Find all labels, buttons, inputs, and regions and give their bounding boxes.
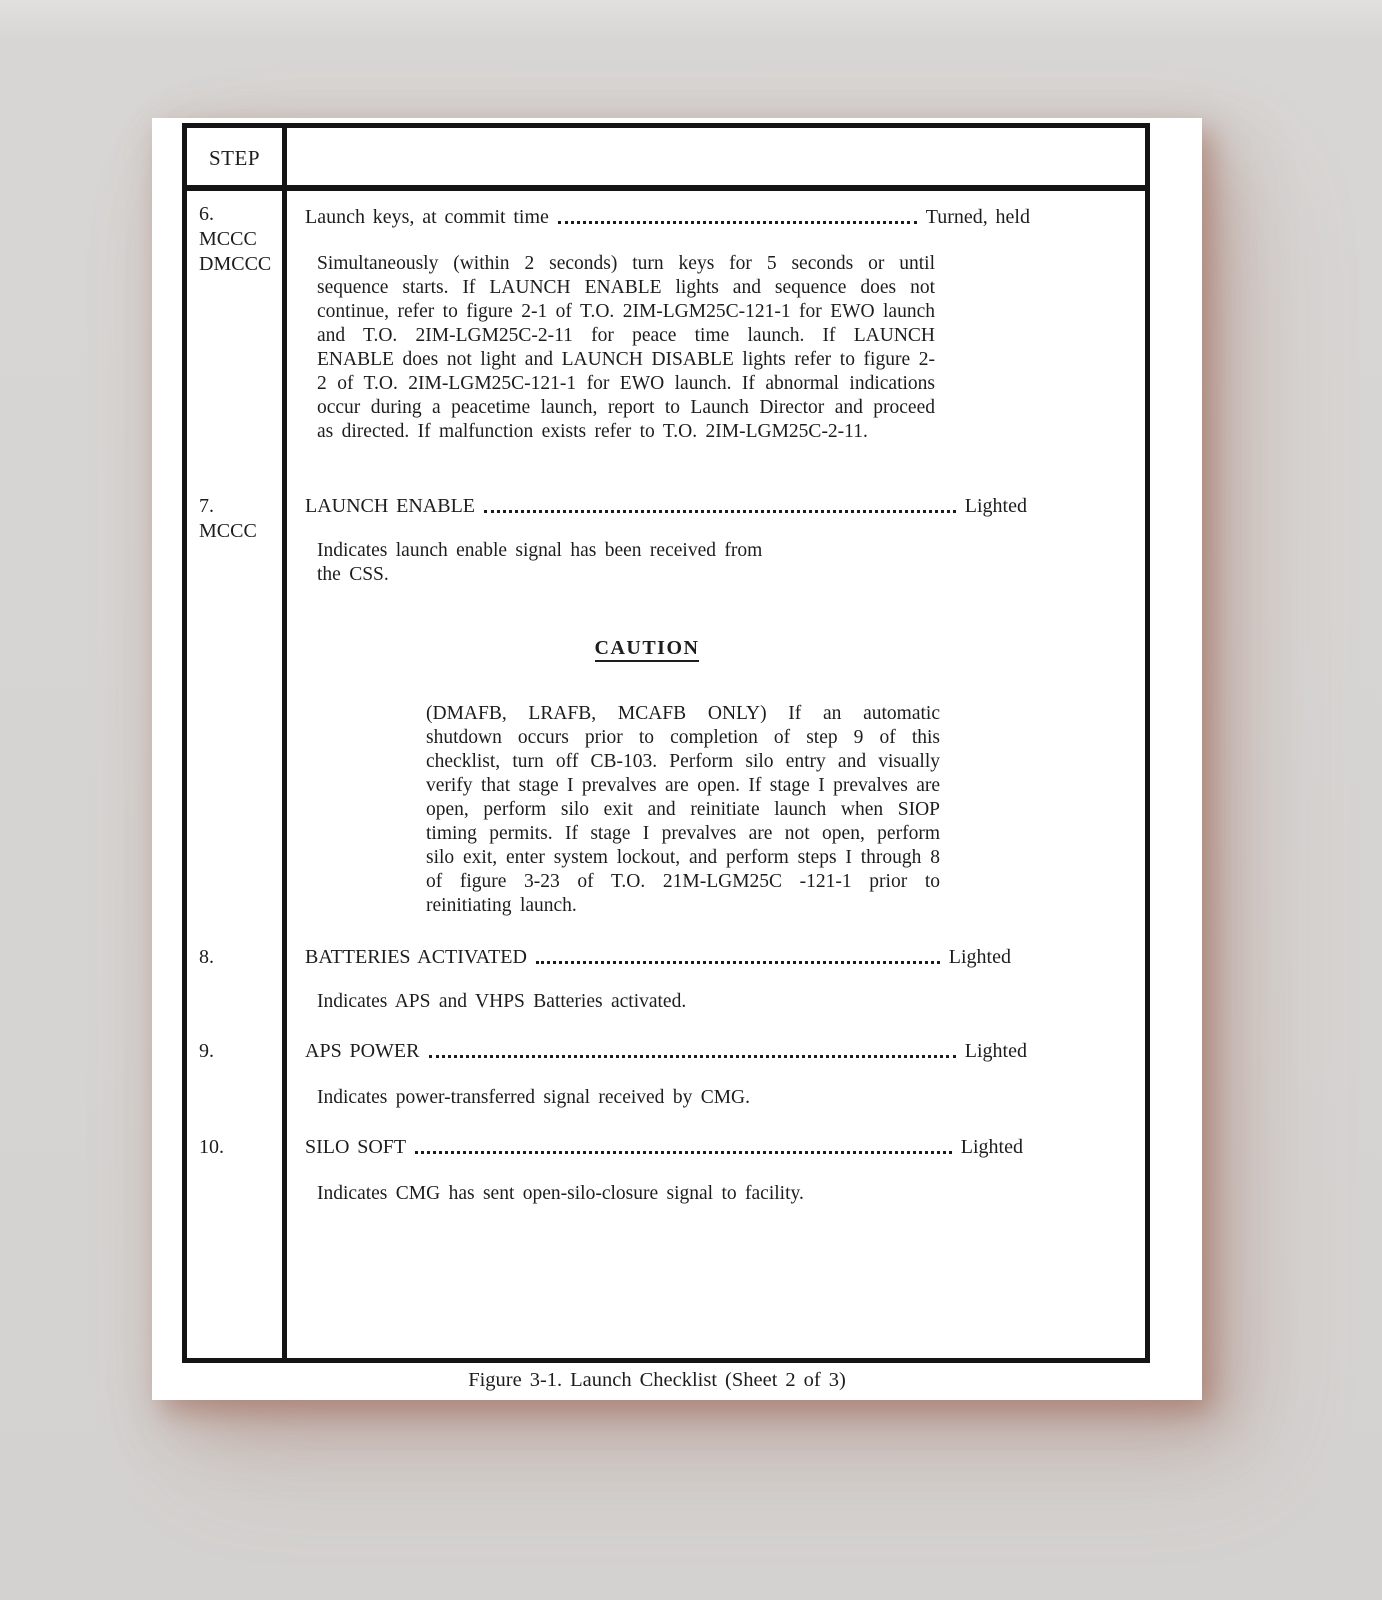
dot-leader [415,1151,952,1154]
step-column-header: STEP [208,146,260,170]
checklist-item: APS POWER [305,1040,420,1062]
caution-title-text: CAUTION [595,637,700,662]
step-role: MCCC [199,520,257,542]
step-number: 9. [199,1040,214,1062]
step-number: 7. [199,495,214,517]
checklist-item: Launch keys, at commit time [305,206,549,228]
step-9-note: Indicates power-transferred signal received by CMG. [317,1087,751,1108]
step-8-label [199,945,282,970]
checklist-result: Lighted [964,495,1027,517]
step-6-note: Simultaneously (within 2 seconds) turn keys for 5 seconds or until sequence starts. If LAUNCH ENABLE lights and sequence does not continue, refer to figure 2-1 of T.O. 2IM-LGM25C-121-1 for EWO launch and T.O. 2IM-LGM25C-2-11 for peace time launch. If LAUNCH ENABLE does not light and LAUNCH DISABLE lights refer to figure 2-2 of T.O. 2IM-LGM25C-121-1 for EWO launch. If abnormal indications occur during a peacetime launch, report to Launch Director and proceed as directed. If malfunction exists refer to T.O. 2IM-LGM25C-2-11. [317,253,935,442]
step-role: DMCCC [199,253,272,275]
checklist-result: Lighted [960,1136,1023,1158]
checklist-table [182,123,1150,1363]
dot-leader [558,221,917,224]
checklist-result: Turned, held [925,206,1030,228]
figure-caption: Figure 3-1. Launch Checklist (Sheet 2 of 3) [468,1369,846,1391]
checklist-item: LAUNCH ENABLE [305,495,476,517]
checklist-line-10 [305,1135,1023,1159]
dot-leader [536,961,940,964]
checklist-item: SILO SOFT [305,1136,407,1158]
step-10-note: Indicates CMG has sent open-silo-closure signal to facility. [317,1183,804,1204]
dot-leader [484,510,956,513]
step-number: 10. [199,1136,224,1158]
step-number: 8. [199,946,214,968]
step-9-label [199,1039,282,1064]
step-7-label [199,494,282,544]
scanned-page [152,118,1202,1400]
checklist-item: BATTERIES ACTIVATED [305,946,527,968]
checklist-line-9 [305,1039,1027,1063]
checklist-result: Lighted [964,1040,1027,1062]
step-7-note: Indicates launch enable signal has been received from the CSS. [317,540,763,585]
column-divider-line [282,128,287,1358]
checklist-line-8 [305,945,1011,969]
checklist-line-6 [305,205,1030,229]
dot-leader [429,1055,956,1058]
step-number: 6. [199,203,214,225]
header-divider-line [187,185,1145,191]
checklist-result: Lighted [948,946,1011,968]
caution-body: (DMAFB, LRAFB, MCAFB ONLY) If an automatic shutdown occurs prior to completion of step 9 of this checklist, turn off CB-103. Perform silo entry and visually verify that stage I prevalves are open. If stage I prevalves are open, perform silo exit and reinitiate launch when SIOP timing permits. If stage I prevalves are not open, perform silo exit, enter system lockout, and perform steps I through 8 of figure 3-23 of T.O. 21M-LGM25C -121-1 prior to reinitiating launch. [426,703,940,916]
checklist-line-7 [305,494,1027,518]
caution-heading [447,637,847,660]
step-role: MCCC [199,228,257,250]
step-10-label [199,1135,282,1160]
step-6-label [199,202,282,277]
step-8-note: Indicates APS and VHPS Batteries activated. [317,991,687,1012]
